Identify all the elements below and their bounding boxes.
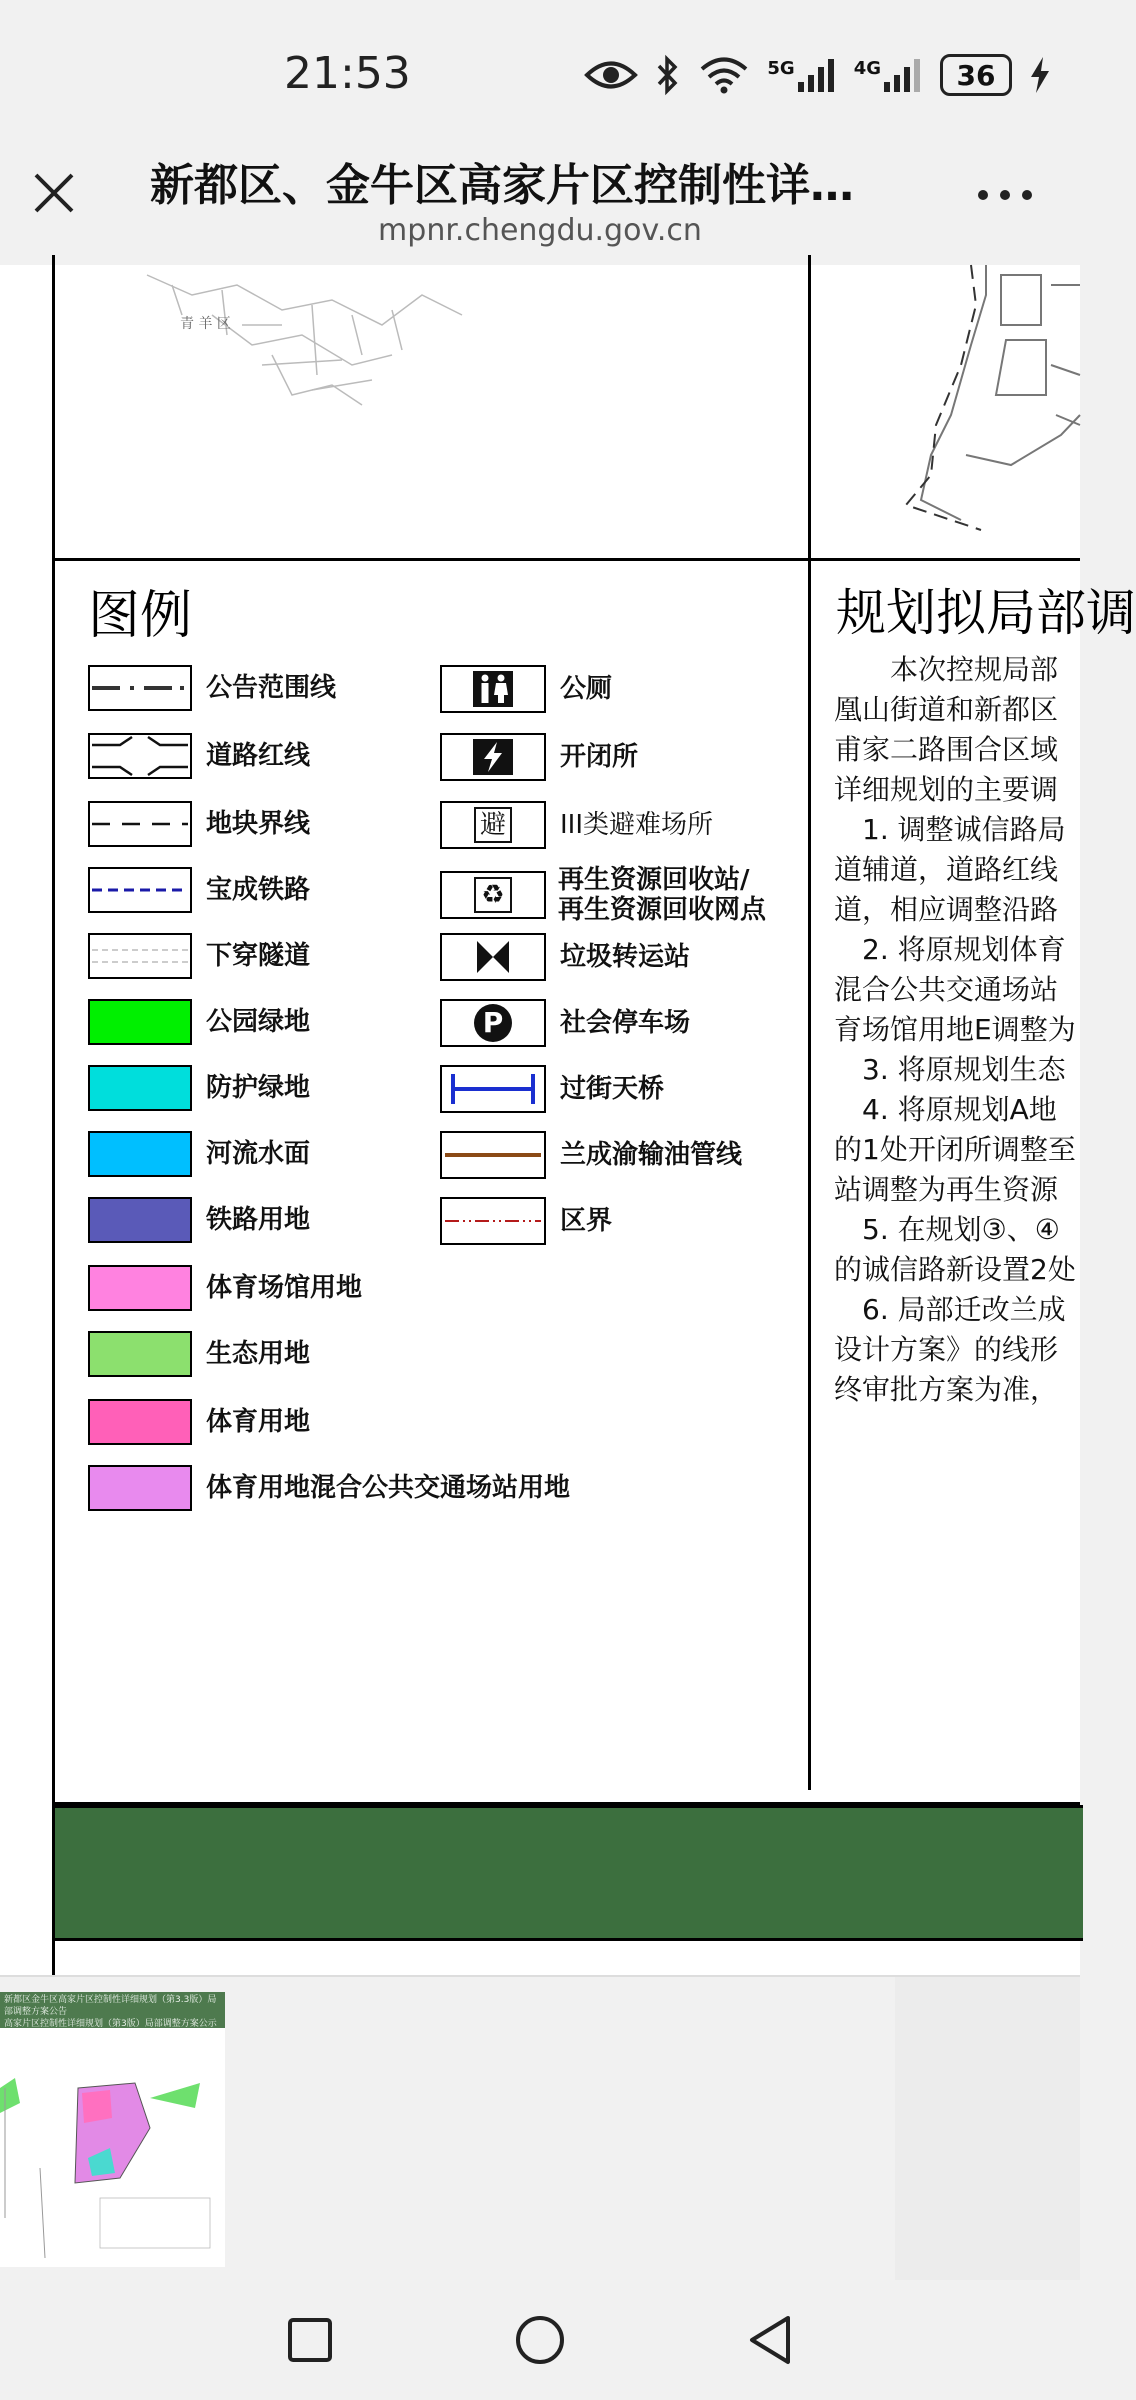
- legend-label: 兰成渝输油管线: [560, 1140, 743, 1170]
- legend-label: 体育用地: [206, 1407, 311, 1437]
- network-5g-label: 5G: [767, 58, 795, 79]
- legend-item-garbage-transfer: [440, 933, 690, 981]
- document-viewport[interactable]: [0, 265, 1136, 1975]
- legend-label: 体育场馆用地: [206, 1273, 363, 1303]
- page-title: 新都区、金牛区高家片区控制性详…: [150, 160, 854, 211]
- plan-text-line: 3. 将原规划生态: [834, 1053, 1066, 1086]
- color-swatch: [88, 1399, 192, 1445]
- navigation-bar: [0, 2280, 1080, 2400]
- plan-text: [834, 650, 1134, 1410]
- legend-item-railway-land: [88, 1197, 310, 1243]
- plan-text-line: 道，相应调整沿路: [834, 893, 1059, 926]
- color-swatch: [88, 1265, 192, 1311]
- color-swatch: [88, 1331, 192, 1377]
- toilet-icon: [473, 671, 513, 707]
- back-triangle-icon[interactable]: [740, 2310, 800, 2370]
- underpass-symbol: [88, 933, 192, 979]
- plan-text-line: 甫家二路围合区域: [834, 733, 1059, 766]
- legend-label: 生态用地: [206, 1339, 311, 1369]
- plan-text-line: 的诚信路新设置2处: [834, 1253, 1076, 1286]
- legend-item-switch-station: [440, 733, 638, 781]
- legend-label: 公厕: [560, 674, 613, 704]
- plan-text-line: 育场馆用地E调整为: [834, 1013, 1076, 1046]
- plan-text-line: 设计方案》的线形: [834, 1333, 1059, 1366]
- color-swatch: [88, 1465, 192, 1511]
- recycle-icon-box: [440, 871, 546, 919]
- parking-icon-box: [440, 999, 546, 1047]
- legend-item-district-boundary: [440, 1197, 612, 1245]
- frame-line: [52, 558, 1080, 561]
- legend-label: 体育用地混合公共交通场站用地: [206, 1473, 571, 1503]
- legend-item-footbridge: [440, 1065, 664, 1113]
- charging-icon: [1030, 57, 1050, 93]
- legend-label: 公园绿地: [206, 1007, 311, 1037]
- battery-icon: [940, 54, 1012, 96]
- color-swatch: [88, 999, 192, 1045]
- district-label: 青 羊 区: [180, 316, 231, 332]
- legend-label: 再生资源回收站/: [558, 865, 750, 895]
- signal-bars-icon: [884, 58, 922, 92]
- district-boundary-icon-box: [440, 1197, 546, 1245]
- legend-item-road-red-line: [88, 733, 310, 779]
- plan-text-line: 本次控规局部: [834, 653, 1059, 686]
- footbridge-icon-box: [440, 1065, 546, 1113]
- map-fragment-right: [811, 265, 1080, 530]
- legend-item-parking: [440, 999, 690, 1047]
- legend-label: 铁路用地: [206, 1205, 311, 1235]
- signal-4g: [854, 58, 922, 92]
- plan-text-line: 4. 将原规划A地: [834, 1093, 1057, 1126]
- eye-icon: [585, 58, 637, 92]
- legend-item-oil-pipeline: [440, 1131, 742, 1179]
- legend-title: 图例: [88, 586, 193, 646]
- shelter-icon: 避: [474, 807, 512, 843]
- more-options-icon[interactable]: [975, 185, 1035, 205]
- frame-divider: [808, 255, 811, 1790]
- legend-label: 防护绿地: [206, 1073, 311, 1103]
- plan-text-line: 详细规划的主要调: [834, 773, 1059, 806]
- legend-label: 公告范围线: [206, 673, 337, 703]
- legend-item-announcement-boundary: [88, 665, 336, 711]
- plan-text-line: 5. 在规划③、④: [834, 1213, 1060, 1246]
- lightning-icon-box: [440, 733, 546, 781]
- bluetooth-icon: [655, 55, 681, 95]
- legend-label: 地块界线: [206, 809, 311, 839]
- recents-square-icon[interactable]: [280, 2310, 340, 2370]
- page-domain: mpnr.chengdu.gov.cn: [378, 213, 702, 248]
- legend-label: 再生资源回收网点: [558, 895, 767, 925]
- dash-dot-line-symbol: [88, 665, 192, 711]
- legend-item-shelter: [440, 801, 713, 849]
- legend-label: 开闭所: [560, 742, 639, 772]
- plan-text-line: 道辅道，道路红线: [834, 853, 1059, 886]
- thumbnail-gap: [895, 1977, 1080, 2282]
- legend-item-park-green: [88, 999, 310, 1045]
- lightning-icon: [473, 739, 513, 775]
- plan-text-line: 6. 局部迁改兰成: [834, 1293, 1066, 1326]
- plan-text-line: 1. 调整诚信路局: [834, 813, 1066, 846]
- legend-item-recycling: [440, 865, 766, 925]
- close-icon[interactable]: [28, 167, 80, 219]
- signal-5g: [767, 58, 835, 92]
- battery-level: 36: [956, 58, 996, 92]
- legend-item-stadium-land: [88, 1265, 362, 1311]
- legend-label: 垃圾转运站: [560, 942, 691, 972]
- page-thumbnail-strip[interactable]: [0, 1975, 1080, 2282]
- plan-text-line: 2. 将原规划体育: [834, 933, 1066, 966]
- green-band: [52, 1805, 1083, 1941]
- pipeline-icon: [443, 1134, 543, 1176]
- thumbnail-header: [0, 1992, 225, 2028]
- thumbnail-header-line: 新都区金牛区高家片区控制性详细规划（第3.3版）局部调整方案公告: [4, 1995, 217, 2017]
- legend-item-toilet: [440, 665, 612, 713]
- dashed-line-symbol: [88, 801, 192, 847]
- pipeline-icon-box: [440, 1131, 546, 1179]
- signal-bars-icon: [798, 58, 836, 92]
- legend-item-plot-boundary: [88, 801, 310, 847]
- legend-label: 宝成铁路: [206, 875, 311, 905]
- legend-item-sports-land: [88, 1399, 310, 1445]
- legend-label: 区界: [560, 1206, 613, 1236]
- page-thumbnail[interactable]: [0, 1992, 225, 2267]
- legend-item-ecological-land: [88, 1331, 310, 1377]
- shelter-icon-box: [440, 801, 546, 849]
- plan-text-line: 站调整为再生资源: [834, 1173, 1059, 1206]
- plan-text-line: 凰山街道和新都区: [834, 693, 1059, 726]
- footbridge-icon: [443, 1068, 543, 1110]
- bowtie-icon: [475, 939, 511, 975]
- color-swatch: [88, 1065, 192, 1111]
- blue-dashed-line-symbol: [88, 867, 192, 913]
- color-swatch: [88, 1197, 192, 1243]
- plan-section-title: 规划拟局部调: [836, 584, 1136, 642]
- home-circle-icon[interactable]: [510, 2310, 570, 2370]
- recycle-icon: ♻: [474, 877, 512, 913]
- legend-item-sports-mixed-land: [88, 1465, 570, 1511]
- status-bar: [0, 0, 1080, 135]
- thumbnail-header-line: 高家片区控制性详细规划（第3版）局部调整方案公示: [4, 2019, 217, 2029]
- toilet-icon-box: [440, 665, 546, 713]
- legend-label: 过街天桥: [560, 1074, 665, 1104]
- plan-text-line: 的1处开闭所调整至: [834, 1133, 1076, 1166]
- legend-label: 下穿隧道: [206, 941, 311, 971]
- plan-text-line: 混合公共交通场站: [834, 973, 1059, 1006]
- status-icons: [585, 54, 1050, 96]
- legend-item-railway: [88, 867, 310, 913]
- legend-item-river: [88, 1131, 310, 1177]
- network-4g-label: 4G: [853, 58, 881, 79]
- bowtie-icon-box: [440, 933, 546, 981]
- legend-label: 河流水面: [206, 1139, 311, 1169]
- legend-label: 社会停车场: [560, 1008, 691, 1038]
- legend-item-underpass: [88, 933, 310, 979]
- legend-item-protective-green: [88, 1065, 310, 1111]
- thumbnail-map: [0, 2028, 225, 2267]
- legend-label: III类避难场所: [560, 810, 714, 840]
- plan-text-line: 终审批方案为准，: [834, 1373, 1059, 1406]
- legend-label: 道路红线: [206, 741, 311, 771]
- parking-icon: P: [474, 1004, 512, 1042]
- browser-title-bar: [0, 135, 1080, 265]
- color-swatch: [88, 1131, 192, 1177]
- wifi-icon: [699, 56, 749, 94]
- status-time: 21:53: [284, 48, 411, 99]
- district-boundary-icon: [443, 1200, 543, 1242]
- road-red-line-symbol: [88, 733, 192, 779]
